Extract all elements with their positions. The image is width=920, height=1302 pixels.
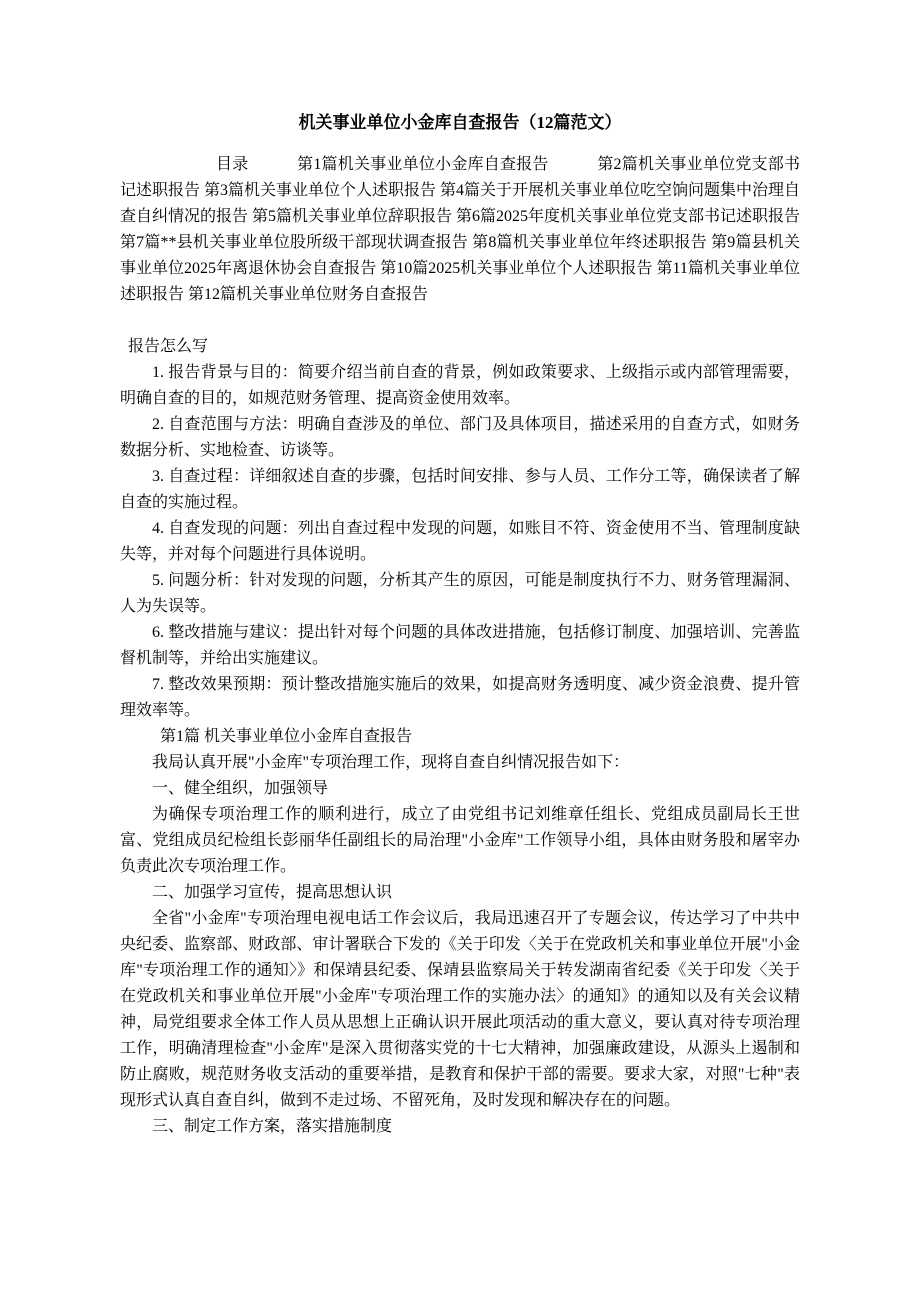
tip-item-5: 5. 问题分析：针对发现的问题，分析其产生的原因，可能是制度执行不力、财务管理漏洞、人为失误等。 [120, 572, 800, 615]
article-heading: 第1篇 机关事业单位小金库自查报告 [160, 728, 413, 745]
tip-item-7: 7. 整改效果预期：预计整改措施实施后的效果，如提高财务透明度、减少资金浪费、提升管理效率等。 [120, 676, 800, 719]
article-subheading-2: 二、加强学习宣传，提高思想认识 [152, 884, 393, 901]
tip-item-4: 4. 自查发现的问题：列出自查过程中发现的问题，如账目不符、资金使用不当、管理制度缺失等，并对每个问题进行具体说明。 [120, 520, 800, 563]
article-subheading-3: 三、制定工作方案，落实措施制度 [152, 1118, 393, 1135]
article-paragraph-2: 全省"小金库"专项治理电视电话工作会议后，我局迅速召开了专题会议，传达学习了中共中央纪委、监察部、财政部、审计署联合下发的《关于印发〈关于在党政机关和事业单位开展"小金库"专项治理工作的通知〉》和保靖县纪委、保靖县监察局关于转发湖南省纪委《关于印发〈关于在党政机关和事业单位开展"小金库"专项治理工作的实施办法〉的通知》的通知以及有关会议精神，局党组要求全体工作人员从思想上正确认识开展此项活动的重大意义，要认真对待专项治理工作，明确清理检查"小金库"是深入贯彻落实党的十七大精神，加强廉政建设，从源头上遏制和防止腐败，规范财务收支活动的重要举措，是教育和保护干部的需要。要求大家，对照"七种"表现形式认真自查自纠，做到不走过场、不留死角，及时发现和解决存在的问题。 [120, 910, 800, 1109]
article-paragraph-intro: 我局认真开展"小金库"专项治理工作，现将自查自纠情况报告如下： [152, 754, 630, 771]
document-title: 机关事业单位小金库自查报告（12篇范文） [298, 113, 622, 132]
tip-item-6: 6. 整改措施与建议：提出针对每个问题的具体改进措施，包括修订制度、加强培训、完善监督机制等，并给出实施建议。 [120, 624, 800, 667]
article-body [120, 724, 800, 1140]
article-paragraph-1: 为确保专项治理工作的顺利进行，成立了由党组书记刘维章任组长、党组成员副局长王世富、党组成员纪检组长彭丽华任副组长的局治理"小金库"工作领导小组，具体由财务股和屠宰办负责此次专项治理工作。 [120, 806, 800, 875]
table-of-contents-paragraph: 目录 第1篇机关事业单位小金库自查报告 第2篇机关事业单位党支部书记述职报告 第3篇机关事业单位个人述职报告 第4篇关于开展机关事业单位吃空饷问题集中治理自查自纠情况的报告 第5篇机关事业单位辞职报告 第6篇2025年度机关事业单位党支部书记述职报告 第7篇**县机关事业单位股所级干部现状调查报告 第8篇机关事业单位年终述职报告 第9篇县机关事业单位2025年离退休协会自查报告 第10篇2025机关事业单位个人述职报告 第11篇机关事业单位述职报告 第12篇机关事业单位财务自查报告 [120, 156, 801, 303]
tip-item-1: 1. 报告背景与目的：简要介绍当前自查的背景，例如政策要求、上级指示或内部管理需要，明确自查的目的，如规范财务管理、提高资金使用效率。 [120, 364, 800, 407]
tip-item-2: 2. 自查范围与方法：明确自查涉及的单位、部门及具体项目，描述采用的自查方式，如财务数据分析、实地检查、访谈等。 [120, 416, 800, 459]
article-subheading-1: 一、健全组织，加强领导 [152, 780, 329, 797]
how-to-write-heading: 报告怎么写 [128, 338, 209, 355]
writing-tips-list [120, 360, 800, 724]
tip-item-3: 3. 自查过程：详细叙述自查的步骤，包括时间安排、参与人员、工作分工等，确保读者了解自查的实施过程。 [120, 468, 800, 511]
